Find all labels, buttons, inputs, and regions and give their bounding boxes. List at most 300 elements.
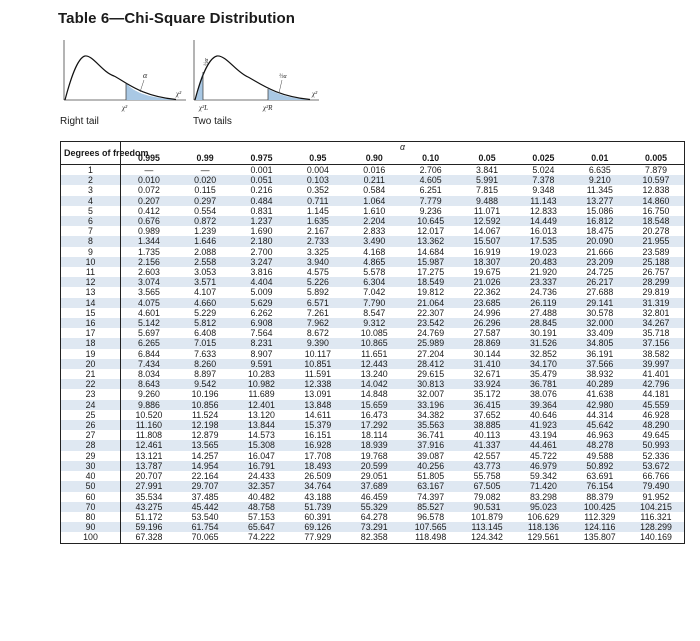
critical-value-cell: 18.549 (402, 277, 458, 287)
df-cell: 24 (61, 400, 121, 410)
critical-value-cell: 10.856 (177, 400, 233, 410)
critical-value-cell: 65.647 (233, 522, 289, 532)
table-row (61, 440, 685, 450)
critical-value-cell: 74.222 (233, 532, 289, 543)
critical-value-cell: 11.524 (191, 409, 219, 420)
df-cell: 10 (61, 257, 121, 267)
alpha-level-header: 0.95 (290, 153, 346, 165)
critical-value-cell: 0.352 (306, 185, 329, 196)
critical-value-cell: 29.707 (177, 481, 233, 491)
critical-value-cell: 88.379 (586, 491, 614, 502)
degrees-of-freedom-header: Degrees of freedom (61, 142, 121, 165)
critical-value-cell: 82.358 (346, 532, 402, 543)
critical-value-cell: 32.007 (417, 389, 445, 400)
critical-value-cell: 14.860 (628, 196, 684, 206)
critical-value-cell: 8.231 (233, 338, 289, 348)
critical-value-cell: 2.833 (363, 226, 386, 237)
table-row (61, 298, 685, 308)
critical-value-cell: 71.420 (515, 481, 571, 491)
critical-value-cell: 37.485 (191, 491, 219, 502)
critical-value-cell: 2.088 (194, 246, 217, 257)
critical-value-cell: 5.629 (233, 298, 289, 308)
critical-value-cell: 20.090 (572, 236, 628, 246)
critical-value-cell: 1.690 (250, 226, 273, 237)
critical-value-cell: 3.247 (233, 257, 289, 267)
critical-value-cell: 15.379 (290, 420, 346, 430)
critical-value-cell: 106.629 (527, 511, 560, 522)
alpha-level-header: 0.975 (233, 153, 289, 165)
critical-value-cell: 36.781 (515, 379, 571, 389)
critical-value-cell: 0.051 (233, 175, 289, 185)
critical-value-cell: 29.819 (628, 287, 684, 297)
critical-value-cell: 48.758 (233, 502, 289, 512)
critical-value-cell: 53.540 (191, 511, 219, 522)
critical-value-cell: 13.848 (290, 400, 346, 410)
critical-value-cell: 16.919 (473, 246, 501, 257)
critical-value-cell: 24.996 (473, 307, 501, 318)
critical-value-cell: 14.954 (177, 461, 233, 471)
critical-value-cell: 1.344 (121, 236, 177, 246)
critical-value-cell: 14.573 (248, 430, 275, 441)
df-cell: 26 (61, 420, 121, 430)
right-tail-axis: χ² (176, 90, 182, 98)
critical-value-cell: 0.016 (363, 165, 386, 175)
critical-value-cell: 0.484 (233, 196, 289, 206)
right-half-alpha: ½α (279, 74, 287, 80)
table-row (61, 165, 685, 176)
critical-value-cell: 40.256 (402, 461, 458, 471)
critical-value-cell: 0.872 (177, 216, 233, 226)
critical-value-cell: 26.509 (304, 471, 332, 482)
critical-value-cell: 27.587 (473, 328, 501, 339)
table-row (61, 349, 685, 359)
critical-value-cell: 11.160 (121, 420, 177, 430)
critical-value-cell: 24.725 (586, 267, 614, 278)
table-row (61, 512, 685, 522)
critical-value-cell: 19.023 (529, 246, 557, 257)
alpha-level-header: 0.10 (402, 153, 458, 165)
critical-value-cell: 10.085 (360, 328, 388, 339)
critical-value-cell: 31.319 (628, 298, 684, 308)
critical-value-cell: 21.064 (402, 298, 458, 308)
critical-value-cell: 112.329 (584, 511, 616, 522)
table-row (61, 308, 685, 318)
critical-value-cell: 0.584 (363, 185, 386, 196)
critical-value-cell: 0.412 (137, 205, 160, 216)
critical-value-cell: 12.443 (346, 359, 402, 369)
critical-value-cell: 135.807 (572, 532, 628, 543)
table-row (61, 522, 685, 532)
alpha-level-header: 0.995 (121, 153, 177, 165)
two-tails-caption: Two tails (193, 116, 232, 127)
critical-value-cell: 107.565 (402, 522, 458, 532)
critical-value-cell: 41.923 (515, 420, 571, 430)
critical-value-cell: 15.086 (586, 205, 614, 216)
critical-value-cell: 9.312 (346, 318, 402, 328)
critical-value-cell: 7.378 (515, 175, 571, 185)
critical-value-cell: 13.362 (402, 236, 458, 246)
critical-value-cell: 50.993 (628, 440, 684, 450)
critical-value-cell: 30.813 (402, 379, 458, 389)
table-row (61, 247, 685, 257)
df-cell: 30 (61, 461, 121, 471)
critical-value-cell: 77.929 (290, 532, 346, 543)
critical-value-cell: 45.722 (529, 450, 557, 461)
critical-value-cell: 14.042 (346, 379, 402, 389)
critical-value-cell: 32.671 (473, 369, 501, 380)
critical-value-cell: 11.143 (515, 196, 571, 206)
table-row (61, 471, 685, 481)
critical-value-cell: 9.542 (177, 379, 233, 389)
critical-value-cell: 22.307 (417, 307, 445, 318)
critical-value-cell: 1.145 (306, 205, 329, 216)
critical-value-cell: 10.851 (290, 359, 346, 369)
critical-value-cell: 0.554 (194, 205, 217, 216)
df-cell: 90 (61, 522, 121, 532)
critical-value-cell: 35.534 (135, 491, 163, 502)
critical-value-cell: 13.120 (248, 409, 275, 420)
table-row (61, 400, 685, 410)
critical-value-cell: 9.591 (233, 359, 289, 369)
critical-value-cell: 37.916 (402, 440, 458, 450)
critical-value-cell: 59.196 (121, 522, 177, 532)
critical-value-cell: 6.304 (346, 277, 402, 287)
critical-value-cell: 6.908 (233, 318, 289, 328)
critical-value-cell: 11.591 (304, 369, 331, 380)
critical-value-cell: 21.955 (628, 236, 684, 246)
critical-value-cell: 10.520 (135, 409, 163, 420)
critical-value-cell: 29.615 (417, 369, 445, 380)
df-cell: 13 (61, 287, 121, 297)
table-row (61, 196, 685, 206)
critical-value-cell: 23.209 (572, 257, 628, 267)
critical-value-cell: 1.239 (194, 226, 217, 237)
df-cell: 22 (61, 379, 121, 389)
critical-value-cell: 20.707 (135, 471, 163, 482)
critical-value-cell: 85.527 (402, 502, 458, 512)
critical-value-cell: 100.425 (572, 502, 628, 512)
critical-value-cell: 5.991 (459, 175, 515, 185)
df-cell: 18 (61, 338, 121, 348)
critical-value-cell: 10.117 (304, 348, 331, 359)
critical-value-cell: 60.391 (304, 511, 332, 522)
critical-value-cell: 41.638 (586, 389, 614, 400)
df-cell: 100 (61, 532, 121, 543)
critical-value-cell: 21.920 (529, 267, 557, 278)
critical-value-cell: 8.034 (137, 369, 160, 380)
critical-value-cell: 38.582 (628, 349, 684, 359)
df-cell: 28 (61, 440, 121, 450)
chi-square-table (60, 141, 685, 544)
critical-value-cell: 13.787 (121, 461, 177, 471)
critical-value-cell: 13.844 (233, 420, 289, 430)
critical-value-cell: 83.298 (529, 491, 557, 502)
critical-value-cell: 15.659 (346, 400, 402, 410)
critical-value-cell: 33.409 (586, 328, 614, 339)
critical-value-cell: 49.588 (586, 450, 614, 461)
critical-value-cell: 20.599 (346, 461, 402, 471)
critical-value-cell: 11.071 (473, 205, 501, 216)
critical-value-cell: 118.136 (515, 522, 571, 532)
critical-value-cell: 41.401 (628, 369, 684, 379)
critical-value-cell: 6.844 (137, 348, 160, 359)
critical-value-cell: 32.801 (628, 308, 684, 318)
critical-value-cell: 5.892 (306, 287, 329, 298)
critical-value-cell: 43.188 (304, 491, 332, 502)
critical-value-cell: 8.643 (121, 379, 177, 389)
critical-value-cell: 12.879 (191, 430, 219, 441)
critical-value-cell: 2.204 (346, 216, 402, 226)
critical-value-cell: 12.461 (121, 440, 177, 450)
table-row (61, 379, 685, 389)
critical-value-cell: 35.718 (628, 328, 684, 338)
critical-value-cell: 6.251 (419, 185, 442, 196)
df-cell: 3 (61, 185, 121, 195)
critical-value-cell: 34.267 (628, 318, 684, 328)
critical-value-cell: 24.433 (248, 471, 275, 482)
critical-value-cell: 27.488 (529, 307, 557, 318)
critical-value-cell: — (144, 165, 154, 175)
critical-value-cell: 5.226 (290, 277, 346, 287)
critical-value-cell: 2.700 (250, 246, 273, 257)
critical-value-cell: 39.087 (417, 450, 445, 461)
critical-value-cell: 38.932 (586, 369, 614, 380)
df-cell: 6 (61, 216, 121, 226)
critical-value-cell: 0.103 (290, 175, 346, 185)
critical-value-cell: 42.796 (628, 379, 684, 389)
table-row (61, 216, 685, 226)
critical-value-cell: 5.229 (194, 307, 217, 318)
critical-value-cell: 9.236 (419, 205, 442, 216)
critical-value-cell: 26.757 (628, 267, 684, 277)
critical-value-cell: 7.815 (476, 185, 499, 196)
df-cell: 50 (61, 481, 121, 491)
critical-value-cell: 55.758 (473, 471, 501, 482)
critical-value-cell: 10.283 (248, 369, 275, 380)
critical-value-cell: 22.362 (473, 287, 501, 298)
critical-value-cell: 13.091 (304, 389, 332, 400)
critical-value-cell: 3.565 (137, 287, 160, 298)
critical-value-cell: 12.017 (417, 226, 445, 237)
df-cell: 8 (61, 236, 121, 246)
critical-value-cell: 2.733 (290, 236, 346, 246)
critical-value-cell: 2.156 (121, 257, 177, 267)
critical-value-cell: 23.685 (459, 298, 515, 308)
critical-value-cell: 21.666 (586, 246, 614, 257)
critical-value-cell: 18.114 (361, 430, 388, 441)
critical-value-cell: 0.004 (306, 165, 329, 175)
critical-value-cell: 8.260 (177, 359, 233, 369)
critical-value-cell: 9.348 (532, 185, 555, 196)
critical-value-cell: 19.768 (360, 450, 388, 461)
critical-value-cell: 95.023 (515, 502, 571, 512)
critical-value-cell: 32.000 (572, 318, 628, 328)
critical-value-cell: 46.459 (360, 491, 388, 502)
critical-value-cell: 124.342 (459, 532, 515, 543)
critical-value-cell: 3.074 (121, 277, 177, 287)
critical-value-cell: 38.885 (459, 420, 515, 430)
critical-value-cell: 0.211 (346, 175, 402, 185)
critical-value-cell: 0.711 (290, 196, 346, 206)
right-tail-alpha: α (143, 71, 148, 80)
critical-value-cell: 1.646 (177, 236, 233, 246)
critical-value-cell: 36.741 (417, 430, 445, 441)
df-cell: 2 (61, 175, 121, 185)
critical-value-cell: 12.833 (529, 205, 557, 216)
critical-value-cell: 6.571 (290, 298, 346, 308)
critical-value-cell: 41.337 (459, 440, 515, 450)
critical-value-cell: 23.589 (628, 247, 684, 257)
right-tail-diagram (56, 36, 196, 118)
critical-value-cell: 21.026 (459, 277, 515, 287)
table-row (61, 410, 685, 420)
table-row (61, 257, 685, 267)
critical-value-cell: 12.401 (233, 400, 289, 410)
critical-value-cell: 79.082 (473, 491, 501, 502)
critical-value-cell: 43.275 (121, 502, 177, 512)
critical-value-cell: 37.689 (346, 481, 402, 491)
table-row (61, 492, 685, 502)
critical-value-cell: 13.240 (360, 369, 388, 380)
critical-value-cell: 113.145 (459, 522, 515, 532)
critical-value-cell: 31.410 (459, 359, 515, 369)
df-cell: 14 (61, 298, 121, 308)
critical-value-cell: 16.928 (290, 440, 346, 450)
critical-value-cell: 64.278 (360, 511, 388, 522)
critical-value-cell: 6.408 (194, 328, 217, 339)
critical-value-cell: 37.566 (572, 359, 628, 369)
critical-value-cell: 26.119 (515, 298, 571, 308)
critical-value-cell: 4.075 (121, 298, 177, 308)
critical-value-cell: 12.338 (290, 379, 346, 389)
critical-value-cell: 7.015 (177, 338, 233, 348)
critical-value-cell: 10.196 (191, 389, 219, 400)
critical-value-cell: 19.812 (417, 287, 445, 298)
two-tails-curve (195, 56, 310, 100)
critical-value-cell: 16.750 (628, 206, 684, 216)
critical-value-cell: 17.275 (417, 267, 445, 278)
critical-value-cell: 66.766 (628, 471, 684, 481)
critical-value-cell: 14.067 (473, 226, 501, 237)
critical-value-cell: 15.987 (402, 257, 458, 267)
critical-value-cell: 51.172 (135, 511, 163, 522)
critical-value-cell: 51.739 (290, 502, 346, 512)
critical-value-cell: 44.461 (515, 440, 571, 450)
critical-value-cell: 16.791 (233, 461, 289, 471)
table-row (61, 420, 685, 430)
critical-value-cell: 35.479 (529, 369, 557, 380)
critical-value-cell: 69.126 (290, 522, 346, 532)
critical-value-cell: 22.164 (191, 471, 219, 482)
page-title: Table 6—Chi-Square Distribution (58, 10, 296, 27)
critical-value-cell: 35.172 (473, 389, 501, 400)
critical-value-cell: 76.154 (572, 481, 628, 491)
critical-value-cell: 30.144 (473, 348, 501, 359)
critical-value-cell: 5.578 (363, 267, 386, 278)
critical-value-cell: 118.498 (402, 532, 458, 543)
critical-value-cell: 46.979 (515, 461, 571, 471)
table-row (61, 185, 685, 195)
critical-value-cell: 34.764 (290, 481, 346, 491)
critical-value-cell: 36.191 (586, 348, 614, 359)
table-row (61, 206, 685, 216)
df-cell: 23 (61, 389, 121, 399)
critical-value-cell: 15.507 (459, 236, 515, 246)
critical-value-cell: 18.493 (290, 461, 346, 471)
df-cell: 80 (61, 512, 121, 522)
critical-value-cell: 73.291 (346, 522, 402, 532)
critical-value-cell: 43.194 (529, 430, 557, 441)
critical-value-cell: 40.646 (529, 409, 557, 420)
critical-value-cell: 30.578 (586, 307, 614, 318)
critical-value-cell: 8.672 (306, 328, 329, 339)
critical-value-cell: 7.564 (250, 328, 273, 339)
critical-value-cell: 48.290 (628, 420, 684, 430)
critical-value-cell: 27.991 (121, 481, 177, 491)
critical-value-cell: 18.475 (586, 226, 614, 237)
critical-value-cell: 50.892 (572, 461, 628, 471)
critical-value-cell: 12.838 (628, 185, 684, 195)
critical-value-cell: 40.289 (572, 379, 628, 389)
critical-value-cell: 33.196 (402, 400, 458, 410)
df-cell: 20 (61, 359, 121, 369)
critical-value-cell: 55.329 (346, 502, 402, 512)
alpha-level-header: 0.005 (628, 153, 684, 165)
df-cell: 12 (61, 277, 121, 287)
left-critical: χ²L (199, 104, 209, 112)
two-tails-diagram (184, 36, 334, 118)
table-row (61, 267, 685, 277)
critical-value-cell: 8.907 (250, 348, 273, 359)
critical-value-cell: 129.561 (515, 532, 571, 543)
critical-value-cell: 2.558 (177, 257, 233, 267)
critical-value-cell: 53.672 (628, 461, 684, 471)
critical-value-cell: 4.660 (177, 298, 233, 308)
critical-value-cell: 20.278 (628, 226, 684, 236)
critical-value-cell: 7.042 (363, 287, 386, 298)
critical-value-cell: 26.217 (572, 277, 628, 287)
critical-value-cell: 91.952 (628, 492, 684, 502)
critical-value-cell: 16.013 (529, 226, 557, 237)
critical-value-cell: 17.292 (346, 420, 402, 430)
critical-value-cell: 96.578 (417, 511, 445, 522)
critical-value-cell: 79.490 (628, 481, 684, 491)
critical-value-cell: 36.415 (459, 400, 515, 410)
critical-value-cell: 9.260 (137, 389, 160, 400)
critical-value-cell: 4.107 (194, 287, 217, 298)
critical-value-cell: 0.297 (177, 196, 233, 206)
critical-value-cell: 9.390 (290, 338, 346, 348)
critical-value-cell: 29.141 (572, 298, 628, 308)
critical-value-cell: 5.142 (121, 318, 177, 328)
table-row (61, 318, 685, 328)
critical-value-cell: 4.168 (363, 246, 386, 257)
critical-value-cell: 9.210 (572, 175, 628, 185)
critical-value-cell: 28.845 (515, 318, 571, 328)
df-cell: 60 (61, 492, 121, 502)
critical-value-cell: 140.169 (628, 532, 684, 543)
two-tails-axis: χ² (312, 90, 318, 98)
critical-value-cell: 29.051 (360, 471, 388, 482)
critical-value-cell: 42.980 (572, 400, 628, 410)
df-cell: 1 (61, 165, 121, 176)
critical-value-cell: 7.633 (194, 348, 217, 359)
df-cell: 4 (61, 196, 121, 206)
critical-value-cell: 3.571 (177, 277, 233, 287)
df-cell: 16 (61, 318, 121, 328)
critical-value-cell: 5.009 (250, 287, 273, 298)
critical-value-cell: 51.805 (417, 471, 445, 482)
